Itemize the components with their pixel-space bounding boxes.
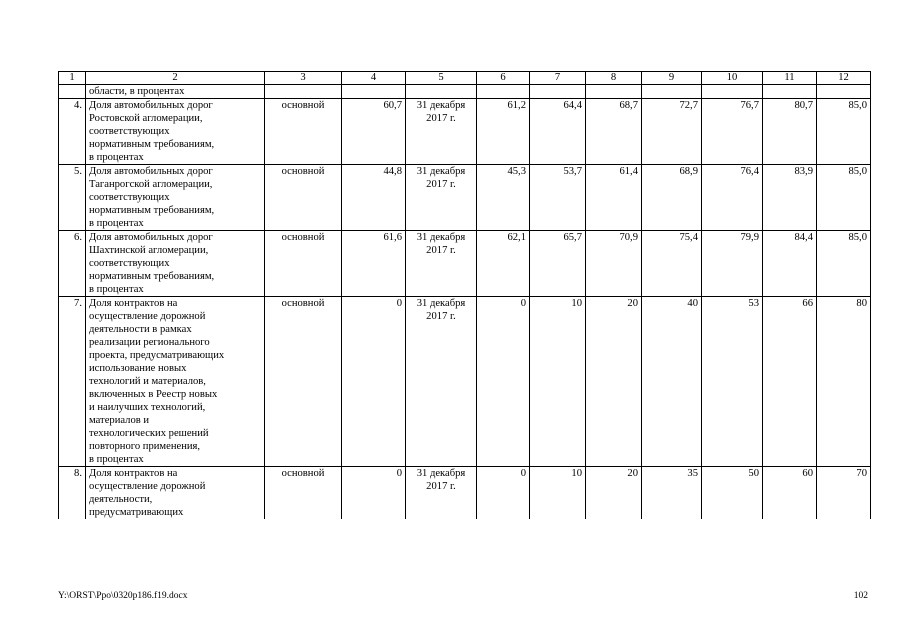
target-value: 80,7 <box>763 99 817 165</box>
column-number: 6 <box>477 72 530 85</box>
target-value: 35 <box>642 467 702 520</box>
indicator-description <box>86 99 265 165</box>
indicator-description <box>86 165 265 231</box>
base-date-line: 31 декабря <box>416 298 466 309</box>
column-number: 10 <box>702 72 763 85</box>
target-value: 50 <box>702 467 763 520</box>
base-value: 61,6 <box>342 231 406 297</box>
description-line: предусматривающих <box>89 507 184 518</box>
target-value: 65,7 <box>530 231 586 297</box>
target-value: 53,7 <box>530 165 586 231</box>
target-value: 20 <box>586 297 642 467</box>
description-line: материалов и <box>89 415 150 426</box>
base-value: 60,7 <box>342 99 406 165</box>
table-row <box>59 297 871 467</box>
description-line: соответствующих <box>89 192 170 203</box>
target-value: 64,4 <box>530 99 586 165</box>
target-value: 79,9 <box>702 231 763 297</box>
description-line: в процентах <box>89 454 144 465</box>
continuation-text: области, в процентах <box>86 85 265 99</box>
description-line: соответствующих <box>89 258 170 269</box>
target-value: 61,4 <box>586 165 642 231</box>
description-line: нормативным требованиям, <box>89 139 215 150</box>
indicator-description <box>86 297 265 467</box>
target-value: 10 <box>530 297 586 467</box>
target-value: 85,0 <box>817 165 871 231</box>
target-value: 70 <box>817 467 871 520</box>
target-value: 68,7 <box>586 99 642 165</box>
description-line: Доля контрактов на <box>89 298 178 309</box>
column-number: 7 <box>530 72 586 85</box>
column-number: 2 <box>86 72 265 85</box>
target-value: 10 <box>530 467 586 520</box>
description-line: и наилучших технологий, <box>89 402 206 413</box>
description-line: Ростовской агломерации, <box>89 113 203 124</box>
base-date-line: 2017 г. <box>426 311 456 322</box>
description-line: использование новых <box>89 363 187 374</box>
target-value: 61,2 <box>477 99 530 165</box>
target-value: 84,4 <box>763 231 817 297</box>
description-line: Доля автомобильных дорог <box>89 166 213 177</box>
row-number: 8. <box>59 467 86 520</box>
description-line: включенных в Реестр новых <box>89 389 218 400</box>
description-line: нормативным требованиям, <box>89 205 215 216</box>
indicator-type: основной <box>265 165 342 231</box>
target-value: 75,4 <box>642 231 702 297</box>
description-line: Доля автомобильных дорог <box>89 232 213 243</box>
target-value: 66 <box>763 297 817 467</box>
indicator-type: основной <box>265 297 342 467</box>
description-line: в процентах <box>89 152 144 163</box>
column-number: 11 <box>763 72 817 85</box>
page-number: 102 <box>853 591 868 601</box>
target-value: 70,9 <box>586 231 642 297</box>
indicator-description <box>86 231 265 297</box>
indicator-type: основной <box>265 231 342 297</box>
base-date-line: 2017 г. <box>426 481 456 492</box>
base-date-line: 31 декабря <box>416 166 466 177</box>
target-value: 0 <box>477 467 530 520</box>
base-value: 0 <box>342 297 406 467</box>
base-date-line: 2017 г. <box>426 245 456 256</box>
indicator-type: основной <box>265 467 342 520</box>
description-line: осуществление дорожной <box>89 481 206 492</box>
target-value: 85,0 <box>817 99 871 165</box>
description-line: нормативным требованиям, <box>89 271 215 282</box>
description-line: Доля автомобильных дорог <box>89 100 213 111</box>
base-date <box>406 99 477 165</box>
target-value: 62,1 <box>477 231 530 297</box>
base-date <box>406 297 477 467</box>
target-value: 20 <box>586 467 642 520</box>
base-date-line: 31 декабря <box>416 468 466 479</box>
target-value: 45,3 <box>477 165 530 231</box>
indicator-description <box>86 467 265 520</box>
continuation-row <box>59 85 871 99</box>
base-date <box>406 231 477 297</box>
base-value: 44,8 <box>342 165 406 231</box>
target-value: 68,9 <box>642 165 702 231</box>
target-value: 80 <box>817 297 871 467</box>
target-value: 85,0 <box>817 231 871 297</box>
row-number: 7. <box>59 297 86 467</box>
base-date <box>406 467 477 520</box>
column-number: 8 <box>586 72 642 85</box>
description-line: Шахтинской агломерации, <box>89 245 209 256</box>
description-line: Доля контрактов на <box>89 468 178 479</box>
description-line: в процентах <box>89 218 144 229</box>
description-line: в процентах <box>89 284 144 295</box>
base-date-line: 2017 г. <box>426 179 456 190</box>
description-line: повторного применения, <box>89 441 201 452</box>
target-value: 72,7 <box>642 99 702 165</box>
table-row <box>59 467 871 520</box>
description-line: технологических решений <box>89 428 209 439</box>
description-line: деятельности, <box>89 494 153 505</box>
indicators-table <box>58 71 871 519</box>
base-date <box>406 165 477 231</box>
table-row <box>59 165 871 231</box>
description-line: соответствующих <box>89 126 170 137</box>
column-number: 4 <box>342 72 406 85</box>
column-number-row <box>59 72 871 85</box>
description-line: реализации регионального <box>89 337 210 348</box>
base-date-line: 31 декабря <box>416 100 466 111</box>
table-row <box>59 231 871 297</box>
row-number: 5. <box>59 165 86 231</box>
description-line: Таганрогской агломерации, <box>89 179 213 190</box>
indicator-type: основной <box>265 99 342 165</box>
column-number: 3 <box>265 72 342 85</box>
description-line: технологий и материалов, <box>89 376 206 387</box>
column-number: 9 <box>642 72 702 85</box>
target-value: 76,4 <box>702 165 763 231</box>
target-value: 40 <box>642 297 702 467</box>
target-value: 83,9 <box>763 165 817 231</box>
target-value: 76,7 <box>702 99 763 165</box>
target-value: 0 <box>477 297 530 467</box>
base-date-line: 31 декабря <box>416 232 466 243</box>
target-value: 60 <box>763 467 817 520</box>
description-line: проекта, предусматривающих <box>89 350 225 361</box>
base-date-line: 2017 г. <box>426 113 456 124</box>
table-row <box>59 99 871 165</box>
column-number: 1 <box>59 72 86 85</box>
footer-file-path: Y:\ORST\Ppo\0320p186.f19.docx <box>58 591 188 601</box>
column-number: 12 <box>817 72 871 85</box>
base-value: 0 <box>342 467 406 520</box>
row-number: 6. <box>59 231 86 297</box>
column-number: 5 <box>406 72 477 85</box>
description-line: деятельности в рамках <box>89 324 192 335</box>
target-value: 53 <box>702 297 763 467</box>
description-line: осуществление дорожной <box>89 311 206 322</box>
row-number: 4. <box>59 99 86 165</box>
